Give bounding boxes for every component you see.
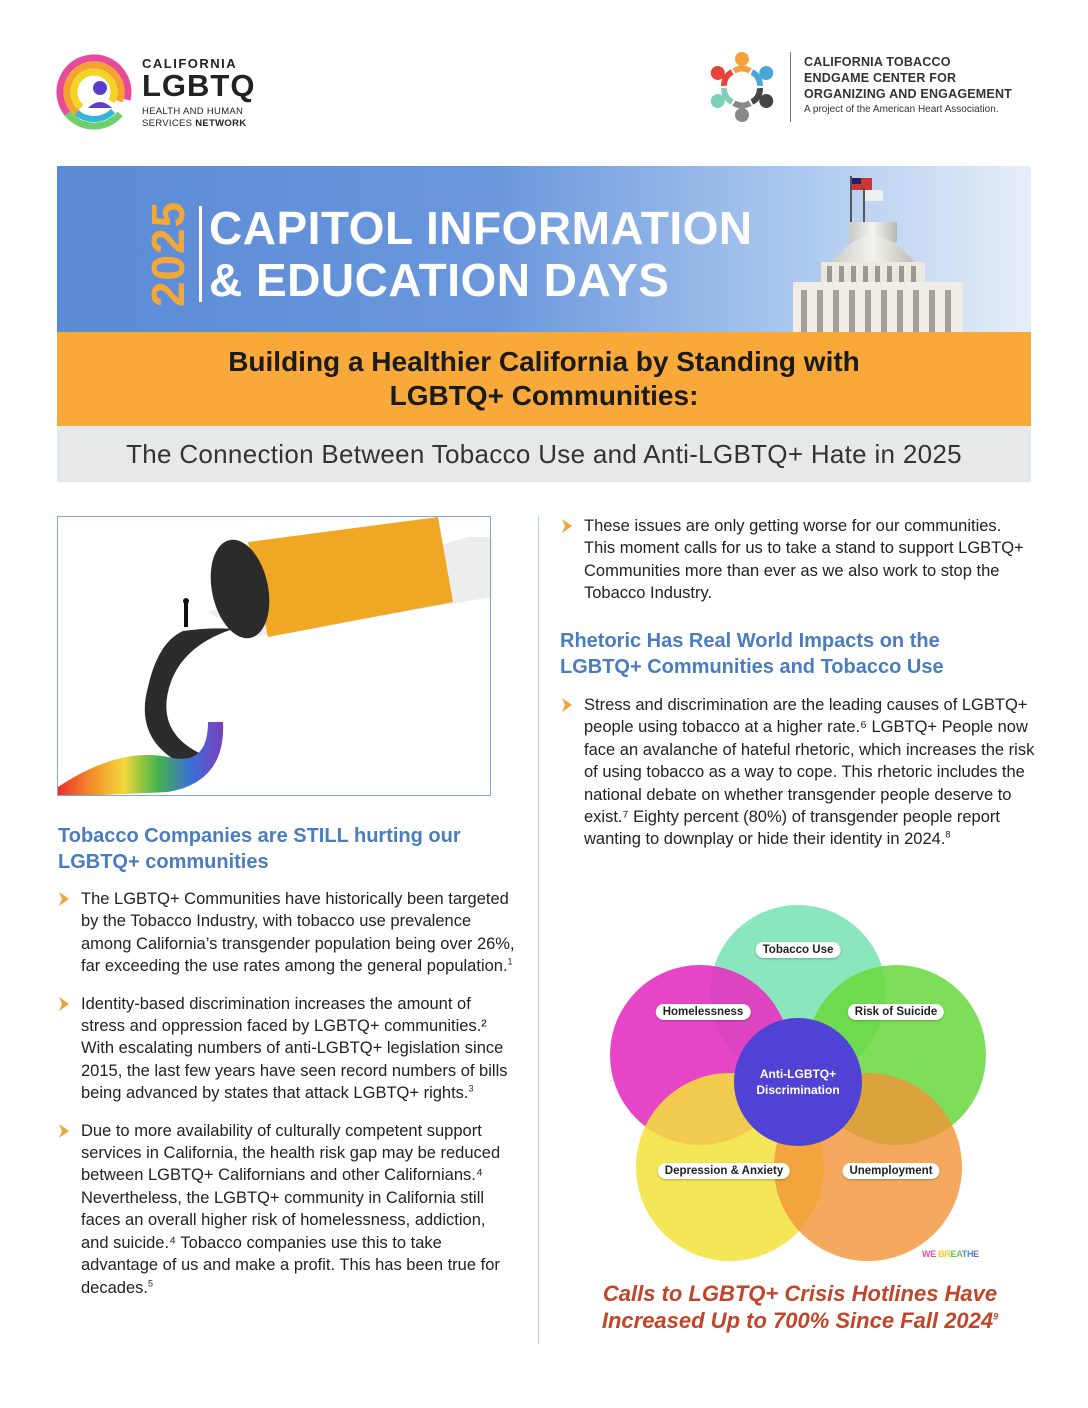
venn-diagram [600, 905, 1000, 1265]
banner-year: 2025 [142, 200, 194, 307]
title-banner [57, 166, 1031, 332]
headline-line2: LGBTQ+ Communities: [389, 380, 699, 411]
list-item: The LGBTQ+ Communities have historically been targeted by the Tobacco Industry, with tobacco use prevalence among California’s transgender population being over 26%, far exceeding the use rates among the general population.$^1$ [57, 888, 517, 978]
lgbtq-rainbow-c-icon [56, 44, 140, 139]
chevron-right-icon [57, 996, 71, 1012]
list-item: Due to more availability of culturally competent support services in California, the health risk gap may be reduced between LGBTQ+ Californians and other Californians.⁴ Nevertheless, the LGBTQ+ community in California still faces an overall higher risk of homelessness, addiction, and suicide.⁴ Tobacco companies use this to take advantage of us and make a profit. This has been true for decades.$^5$ [57, 1120, 517, 1299]
column-divider [538, 516, 539, 1344]
tobacco-endgame-center-logo [700, 42, 1040, 132]
california-lgbtq-logo [56, 44, 296, 139]
logo-left-line1: CALIFORNIA [142, 56, 238, 71]
logo-left-line2: LGBTQ [142, 68, 256, 103]
people-circle-icon [700, 42, 784, 132]
banner-separator [199, 206, 202, 302]
left-bullet-list [57, 888, 517, 1314]
cigarette-rainbow-illustration [57, 516, 491, 796]
chevron-right-icon [57, 891, 71, 907]
right-intro-list [560, 515, 1035, 620]
bullet-text: The LGBTQ+ Communities have historically been targeted by the Tobacco Industry, with tobacco use prevalence among California’s transgender population being over 26%, far exceeding the use rates among the general population. [81, 890, 515, 976]
bullet-text: These issues are only getting worse for our communities. This moment calls for us to take a stand to support LGBTQ+ Communities more than ever as we also work to stop the Tobacco Industry. [584, 517, 1024, 603]
right-section-heading: Rhetoric Has Real World Impacts on the LGBTQ+ Communities and Tobacco Use [560, 630, 944, 678]
venn-label-depression-anxiety: Depression & Anxiety [658, 1163, 790, 1179]
logo-right-line3: ORGANIZING AND ENGAGEMENT [804, 87, 1013, 101]
logo-right-line2: ENDGAME CENTER FOR [804, 71, 957, 85]
headline-line1: Building a Healthier California by Standing with [228, 346, 860, 377]
we-breathe-logo: WE BREATHE [922, 1249, 979, 1259]
logo-right-subline: A project of the American Heart Association. [804, 104, 999, 115]
right-bullet-list [560, 694, 1035, 866]
venn-label-risk-of-suicide: Risk of Suicide [848, 1004, 944, 1020]
callout-line2: Increased Up to 700% Since Fall 2024$^9$ [601, 1308, 999, 1333]
list-item: Identity-based discrimination increases the amount of stress and oppression faced by LGBTQ+ communities.² With escalating numbers of anti-LGBTQ+ legislation since 2015, the last few years have seen record numbers of bills being advanced by states that attack LGBTQ+ rights.$^3$ [57, 993, 517, 1105]
subheadline-band [57, 426, 1031, 482]
banner-title [209, 202, 753, 306]
venn-label-homelessness: Homelessness [656, 1004, 751, 1020]
callout-line1: Calls to LGBTQ+ Crisis Hotlines Have [602, 1281, 998, 1306]
chevron-right-icon [560, 518, 574, 534]
crisis-hotline-callout [568, 1280, 1032, 1334]
logo-right-line1: CALIFORNIA TOBACCO [804, 55, 951, 69]
logo-left-line4: SERVICES NETWORK [142, 118, 247, 129]
list-item [560, 515, 1035, 605]
headline-band [57, 332, 1031, 426]
chevron-right-icon [560, 697, 574, 713]
bullet-text: Due to more availability of culturally competent support services in California, the health risk gap may be reduced between LGBTQ+ Californians and other Californians.⁴ Nevertheless, the LGBTQ+ community in California still faces an overall higher risk of homelessness, addiction, and suicide.⁴ Tobacco companies use this to take advantage of us and make a profit. This has been true for decades. [81, 1121, 501, 1297]
venn-center-label: Anti-LGBTQ+ Discrimination [756, 1067, 840, 1097]
capitol-dome-icon [731, 166, 1031, 332]
logo-right-text [804, 54, 1012, 115]
chevron-right-icon [57, 1123, 71, 1139]
venn-label-tobacco-use: Tobacco Use [756, 942, 841, 958]
bullet-text: Stress and discrimination are the leading causes of LGBTQ+ people using tobacco at a higher rate.⁶ LGBTQ+ People now face an avalanche of hateful rhetoric, which increases the risk of using tobacco as a way to cope. This rhetoric includes the national debate on whether transgender people deserve to exist.⁷ Eighty percent (80%) of transgender people report wanting to downplay or hide their identity in 2024. [584, 696, 1035, 849]
subheadline: The Connection Between Tobacco Use and Anti-LGBTQ+ Hate in 2025 [126, 438, 962, 469]
logo-right-divider [790, 52, 791, 122]
banner-title-line2: & EDUCATION DAYS [209, 254, 670, 306]
banner-title-line1: CAPITOL INFORMATION [209, 202, 753, 254]
bullet-text: Identity-based discrimination increases the amount of stress and oppression faced by LGBTQ+ communities.² With escalating numbers of anti-LGBTQ+ legislation since 2015, the last few years have seen record numbers of bills being advanced by states that attack LGBTQ+ rights. [81, 994, 508, 1103]
left-section-heading: Tobacco Companies are STILL hurting our LGBTQ+ communities [58, 825, 461, 873]
venn-label-unemployment: Unemployment [842, 1163, 939, 1179]
list-item: Stress and discrimination are the leading causes of LGBTQ+ people using tobacco at a higher rate.⁶ LGBTQ+ People now face an avalanche of hateful rhetoric, which increases the risk of using tobacco as a way to cope. This rhetoric includes the national debate on whether transgender people deserve to exist.⁷ Eighty percent (80%) of transgender people report wanting to downplay or hide their identity in 2024.$^8$ [560, 694, 1035, 851]
logo-left-line3: HEALTH AND HUMAN [142, 106, 244, 117]
